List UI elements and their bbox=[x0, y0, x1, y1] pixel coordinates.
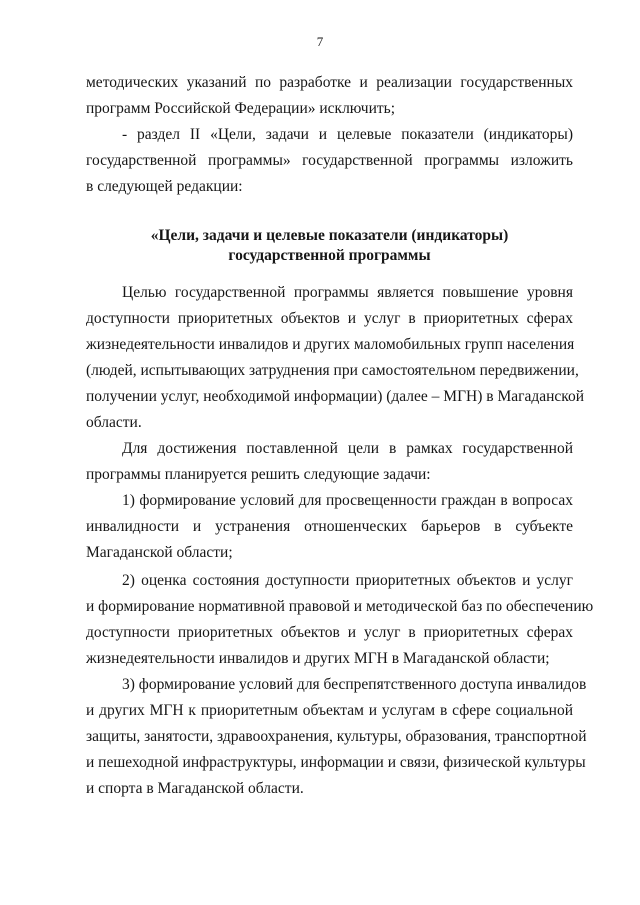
text-line: Для достижения поставленной цели в рамках государственной bbox=[122, 440, 573, 457]
task-1-paragraph bbox=[86, 488, 573, 566]
text-line: и спорта в Магаданской области. bbox=[86, 780, 304, 797]
text-line: защиты, занятости, здравоохранения, культуры, образования, транспортной bbox=[86, 728, 587, 745]
page-number: 7 bbox=[316, 34, 324, 49]
text-line: получении услуг, необходимой информации) (далее – МГН) в Магаданской bbox=[86, 388, 585, 405]
text-line: инвалидности и устранения отношенческих барьеров в субъекте bbox=[86, 518, 573, 535]
heading-line: государственной программы bbox=[228, 247, 431, 264]
text-line: и формирование нормативной правовой и методической баз по обеспечению bbox=[86, 598, 594, 615]
task-3-paragraph bbox=[86, 672, 587, 802]
text-line: и пешеходной инфраструктуры, информации и связи, физической культуры bbox=[86, 754, 586, 771]
text-line: Целью государственной программы является повышение уровня bbox=[122, 284, 573, 301]
text-line: методических указаний по разработке и реализации государственных bbox=[86, 74, 573, 91]
text-line: жизнедеятельности инвалидов и других маломобильных групп населения bbox=[86, 336, 575, 353]
text-line: 2) оценка состояния доступности приоритетных объектов и услуг bbox=[122, 572, 573, 589]
heading-line: «Цели, задачи и целевые показатели (индикаторы) bbox=[150, 227, 509, 244]
text-line: (людей, испытывающих затруднения при самостоятельном передвижении, bbox=[86, 362, 579, 379]
text-line: доступности приоритетных объектов и услуг в приоритетных сферах bbox=[86, 310, 573, 327]
text-line: государственной программы» государственной программы изложить bbox=[86, 152, 573, 169]
text-line: - раздел II «Цели, задачи и целевые показатели (индикаторы) bbox=[122, 126, 573, 143]
text-line: 3) формирование условий для беспрепятственного доступа инвалидов bbox=[122, 676, 587, 693]
text-line: 1) формирование условий для просвещенности граждан в вопросах bbox=[122, 492, 573, 509]
text-line: Магаданской области; bbox=[86, 544, 233, 561]
text-line: в следующей редакции: bbox=[86, 178, 243, 195]
text-line: жизнедеятельности инвалидов и других МГН в Магаданской области; bbox=[86, 650, 550, 667]
tasks-intro-paragraph bbox=[86, 436, 573, 488]
text-line: области. bbox=[86, 414, 142, 431]
intro-paragraph bbox=[86, 70, 573, 200]
text-line: программ Российской Федерации» исключить; bbox=[86, 100, 396, 117]
goal-paragraph bbox=[86, 280, 585, 436]
text-line: доступности приоритетных объектов и услуг в приоритетных сферах bbox=[86, 624, 573, 641]
text-line: программы планируется решить следующие задачи: bbox=[86, 466, 431, 483]
section-heading bbox=[86, 226, 573, 266]
task-2-paragraph bbox=[86, 568, 594, 672]
text-line: и других МГН к приоритетным объектам и услугам в сфере социальной bbox=[86, 702, 573, 719]
